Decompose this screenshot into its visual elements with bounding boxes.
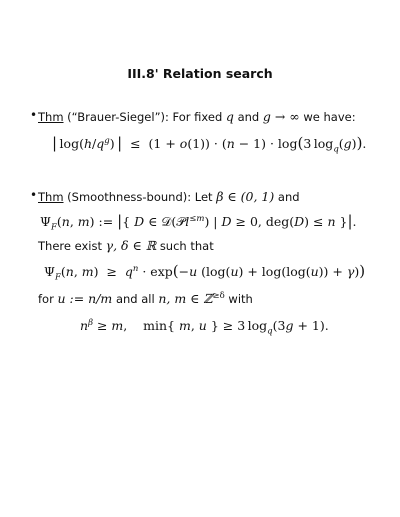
bullet-thm2: • [30,188,38,202]
thm2-for: for [38,292,54,306]
thm2-statement [38,189,300,204]
thm2-such-that: such that [159,239,214,253]
thm2-gamma-delta: γ, δ ∈ ℝ [105,238,157,253]
thm2-name: (Smoothness-bound): Let [67,190,213,204]
thm1-name: (“Brauer-Siegel”): For fixed [67,110,223,124]
thm1-g-limit: g → ∞ [262,109,300,124]
thm1-formula: | $\log(h/q^g)$ | ≤ (1 + o(1)) · (n − 1) · log(3 $\log_q(g)$). [52,134,367,155]
thm2-exists-line [38,238,214,253]
thm2-with: with [228,292,253,306]
thm2-nm-sup: ≥δ [212,291,225,302]
thm2-there-exist: There exist [38,239,102,253]
thm2-bound-formula: $\Psi_F(n$, $m) \ge q^n \cdot \exp(-u$ (log(u) + log(log(u)) + γ)) [44,262,366,283]
thm2-conditions-formula: $n^\beta \ge m$, min{ m, u } ≥ 3 $\log_q(3g + 1)$. [80,317,329,337]
thm2-u-def: u := n/m [57,291,113,306]
thm1-var-q: q [225,109,234,124]
thm2-for-line [38,291,253,306]
thm1-statement [38,109,356,124]
thm2-and: and [277,190,300,204]
bullet-thm1: • [30,108,38,122]
thm1-and: and [237,110,260,124]
thm2-label: Thm [38,190,64,204]
thm2-nm-cond: n, m ∈ ℤ [158,291,213,306]
thm1-tail: we have: [303,110,356,124]
thm2-psi-definition: $\Psi_F(n$, m) := |{ D ∈ 𝒟(𝒫l$^{\le m}$) | D ≥ 0, deg(D) ≤ n }|. [40,212,357,233]
slide-title: III.8' Relation search [127,66,273,81]
thm2-and-all: and all [115,292,155,306]
thm1-label: Thm [38,110,64,124]
thm2-beta-cond: β ∈ (0, 1) [216,189,275,204]
